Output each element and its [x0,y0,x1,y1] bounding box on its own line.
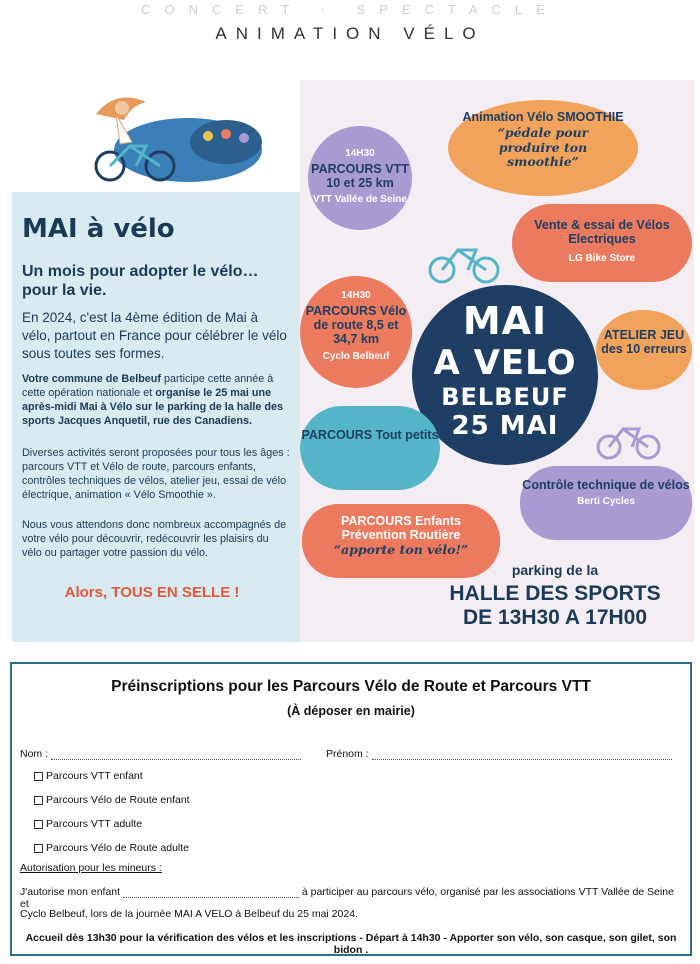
checkbox[interactable] [34,796,43,805]
bubble-electric: Vente & essai de Vélos Electriques LG Bike Store [512,204,692,282]
panel-subtitle: Un mois pour adopter le vélo… pour la vie. [22,263,259,299]
bubble-atelier: ATELIER JEU des 10 erreurs [596,310,692,390]
call-to-action: Alors, TOUS EN SELLE ! [64,584,240,601]
panel-intro: En 2024, c'est la 4ème édition de Mai à vélo, partout en France pour célébrer le vélo sous toutes ses formes. [22,310,287,361]
bubble-vtt: 14H30 PARCOURS VTT 10 et 25 km VTT Vallée de Seine [308,126,412,230]
option-vtt-adulte[interactable]: Parcours VTT adulte [34,818,142,830]
prenom-field[interactable] [326,748,672,760]
prenom-label: Prénom : [326,748,369,760]
option-vtt-enfant[interactable]: Parcours VTT enfant [34,770,143,782]
center-badge: MAI A VELO BELBEUF 25 MAI [412,285,598,465]
option-route-adulte[interactable]: Parcours Vélo de Route adulte [34,842,189,854]
nom-input[interactable] [51,759,301,760]
form-subtitle: (À déposer en mairie) [287,704,415,718]
nom-field[interactable] [20,748,301,760]
child-name-input[interactable] [123,897,299,898]
bubble-route: 14H30 PARCOURS Vélo de route 8,5 et 34,7 km Cyclo Belbeuf [300,276,412,388]
option-route-enfant[interactable]: Parcours Vélo de Route enfant [34,794,190,806]
bubble-smoothie: Animation Vélo SMOOTHIE “pédale pour produire ton smoothie” [448,100,638,196]
bike-icon [428,240,502,284]
bubble-petits: PARCOURS Tout petits [300,406,440,490]
checkbox[interactable] [34,820,43,829]
panel-paragraph-1: Votre commune de Belbeuf participe cette année à cette opération nationale et organise le 25 mai une après-midi Mai à Vélo sur le parking de la halle des sports Jacques Anquetil, rue des Canadiens. [22,373,284,427]
panel-paragraph-2: Diverses activités seront proposées pour tous les âges : parcours VTT et Vélo de route, parcours enfants, contrôles techniques de vélos, atelier jeu, essai de vélo électrique, animation « Vélo Smoothie ». [22,447,290,501]
parking-info: parking de la HALLE DES SPORTS DE 13H30 A 17H00 [449,562,661,629]
bubble-enfants: PARCOURS Enfants Prévention Routière “apporte ton vélo!” [302,504,500,578]
auth-label: Autorisation pour les mineurs : [20,862,162,874]
bubble-controle: Contrôle technique de vélos Berti Cycles [520,466,692,540]
auth-line-1[interactable]: J'autorise mon enfant à participer au parcours vélo, organisé par les associations VTT Vallée de Seine et [20,886,674,910]
checkbox[interactable] [34,844,43,853]
registration-form [10,662,692,956]
checkbox[interactable] [34,772,43,781]
bike-icon [596,420,662,460]
form-title: Préinscriptions pour les Parcours Vélo de Route et Parcours VTT [111,678,591,695]
cyclist-illustration [76,84,266,188]
prenom-input[interactable] [372,759,672,760]
panel-title: MAI à vélo [22,214,175,244]
ghost-header: CONCERT · SPECTACLE [141,2,559,17]
page-header: ANIMATION VÉLO [215,24,485,43]
nom-label: Nom : [20,748,49,760]
form-footer: Accueil dès 13h30 pour la vérification des vélos et les inscriptions - Départ à 14h30 - Apporter son vélo, son casque, son gilet, son bidon . [25,932,677,956]
auth-line-2: Cyclo Belbeuf, lors de la journée MAI A VELO à Belbeuf du 25 mai 2024. [20,908,358,920]
panel-paragraph-3: Nous vous attendons donc nombreux accompagnés de votre vélo pour découvrir, redécouvrir les plaisirs du vélo ou partager votre passion du vélo. [22,519,287,559]
